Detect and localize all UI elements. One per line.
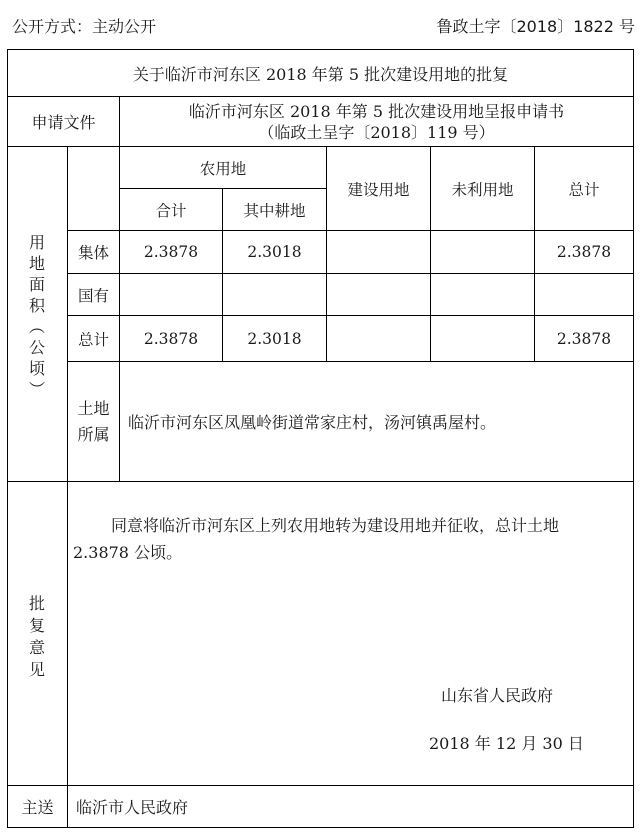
row-label: 国有 xyxy=(77,286,109,305)
location-label-line: 所属 xyxy=(77,424,110,444)
recipient-value: 临沂市人民政府 xyxy=(76,798,189,817)
approval-side-char: 复 xyxy=(28,616,45,635)
row-label: 总计 xyxy=(77,330,109,349)
approval-authority: 山东省人民政府 xyxy=(441,686,554,705)
cell-subtotal: 2.3878 xyxy=(143,329,199,348)
header-subtotal: 合计 xyxy=(155,201,187,220)
cell-construction xyxy=(327,231,430,273)
area-side-char: ︵ xyxy=(28,317,45,336)
header-farmland: 其中耕地 xyxy=(243,201,306,220)
cell-unused xyxy=(431,231,534,273)
area-side-char: 积 xyxy=(28,296,45,315)
cell-farmland: 2.3018 xyxy=(247,329,302,348)
cell-unused xyxy=(431,316,534,361)
location-label-line: 土地 xyxy=(77,398,110,418)
area-side-char: 公 xyxy=(28,338,45,357)
cell-farmland: 2.3018 xyxy=(247,243,302,261)
approval-side-char: 批 xyxy=(28,594,45,613)
disclosure-method: 公开方式：主动公开 xyxy=(12,17,157,36)
application-line-1: 临沂市河东区 2018 年第 5 批次建设用地呈报申请书 xyxy=(188,101,565,121)
cell-subtotal: 2.3878 xyxy=(143,243,199,261)
approval-text-line-1: 同意将临沂市河东区上列农用地转为建设用地并征收，总计土地 xyxy=(111,516,560,535)
approval-date: 2018 年 12 月 30 日 xyxy=(429,734,584,753)
recipient-label: 主送 xyxy=(21,798,54,817)
approval-side-char: 见 xyxy=(28,660,45,679)
header-agricultural-land: 农用地 xyxy=(199,159,247,178)
location-label xyxy=(68,362,119,481)
application-label: 申请文件 xyxy=(31,113,96,132)
row-label: 集体 xyxy=(77,244,109,262)
header-total: 总计 xyxy=(568,180,600,199)
area-side-char: 用 xyxy=(28,233,45,252)
area-side-char: 顷 xyxy=(28,359,45,378)
area-side-char: 面 xyxy=(28,275,45,294)
area-side-label xyxy=(27,232,47,400)
cell-construction xyxy=(327,274,430,315)
cell-total: 2.3878 xyxy=(556,329,612,348)
cell-subtotal xyxy=(120,274,222,315)
cell-total xyxy=(535,274,633,315)
application-line-2: （临政土呈字〔2018〕119 号） xyxy=(258,122,495,142)
approval-text-line-2: 2.3878 公顷。 xyxy=(73,543,183,562)
approval-side-char: 意 xyxy=(28,638,45,657)
header-unused-land: 未利用地 xyxy=(451,180,514,199)
document-number: 鲁政土字〔2018〕1822 号 xyxy=(436,17,635,36)
land-location: 临沂市河东区凤凰岭街道常家庄村，汤河镇禹屋村。 xyxy=(128,413,497,432)
application-document xyxy=(120,97,633,146)
cell-construction xyxy=(327,316,430,361)
area-side-char: ︶ xyxy=(28,380,45,399)
cell-total: 2.3878 xyxy=(556,243,612,261)
cell-unused xyxy=(431,274,534,315)
area-side-char: 地 xyxy=(28,254,45,273)
approval-side-label xyxy=(27,593,47,681)
header-construction-land: 建设用地 xyxy=(347,180,410,199)
document-title: 关于临沂市河东区 2018 年第 5 批次建设用地的批复 xyxy=(132,64,509,84)
cell-farmland xyxy=(223,274,326,315)
